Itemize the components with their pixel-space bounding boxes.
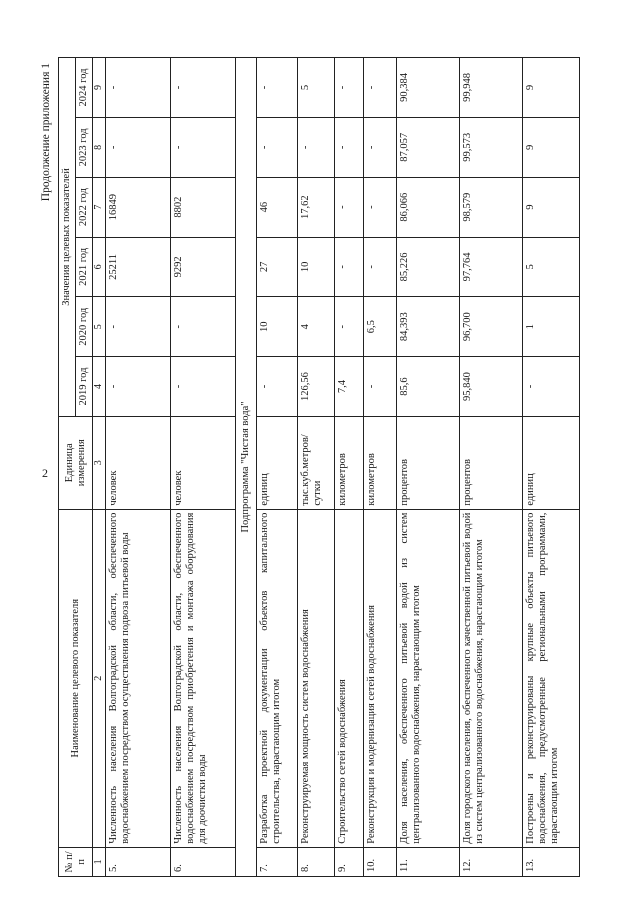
col-index: 1	[93, 847, 106, 876]
row-name: Реконструируемая мощность систем водоснабжения	[297, 509, 334, 847]
row-value: 86,066	[396, 177, 459, 237]
header-year: 2019 год	[76, 357, 93, 417]
row-num: 8.	[297, 847, 334, 876]
row-value: -	[256, 58, 297, 118]
table-row	[297, 58, 334, 877]
col-index: 4	[93, 357, 106, 417]
col-index: 9	[93, 58, 106, 118]
row-unit: единиц	[522, 416, 579, 509]
row-value: 9	[522, 177, 579, 237]
row-name: Разработка проектной документации объектов капитального строительства, нарастающим итогом	[256, 509, 297, 847]
col-index: 6	[93, 237, 106, 297]
row-value: -	[170, 117, 235, 177]
row-value: 85,226	[396, 237, 459, 297]
row-value: 5	[522, 237, 579, 297]
row-value: -	[334, 297, 363, 357]
row-value: 7,4	[334, 357, 363, 417]
row-value: 96,700	[459, 297, 522, 357]
row-value: 9	[522, 117, 579, 177]
row-value: 46	[256, 177, 297, 237]
row-value: -	[363, 237, 396, 297]
continuation-note: Продолжение приложения 1	[40, 63, 52, 202]
subprogram-title: Подпрограмма "Чистая вода"	[235, 58, 256, 877]
row-unit: процентов	[459, 416, 522, 509]
row-unit: километров	[363, 416, 396, 509]
row-name: Реконструкция и модернизация сетей водоснабжения	[363, 509, 396, 847]
row-unit: процентов	[396, 416, 459, 509]
table-row	[363, 58, 396, 877]
row-value: 90,384	[396, 58, 459, 118]
header-year: 2020 год	[76, 297, 93, 357]
table-row	[522, 58, 579, 877]
row-value: -	[105, 297, 170, 357]
row-value: 27	[256, 237, 297, 297]
row-value: -	[334, 117, 363, 177]
row-value: 98,579	[459, 177, 522, 237]
row-value: -	[334, 58, 363, 118]
indicators-table	[58, 57, 580, 877]
row-value: 95,840	[459, 357, 522, 417]
col-index: 2	[93, 509, 106, 847]
row-value: 99,573	[459, 117, 522, 177]
row-value: 25211	[105, 237, 170, 297]
col-index: 3	[93, 416, 106, 509]
row-value: -	[363, 357, 396, 417]
row-value: -	[363, 58, 396, 118]
header-num: № п/п	[59, 847, 93, 876]
row-num: 6.	[170, 847, 235, 876]
row-value: 16849	[105, 177, 170, 237]
row-value: -	[363, 117, 396, 177]
row-name: Доля населения, обеспеченного питьевой водой из систем централизованного водоснабжения, нарастающим итогом	[396, 509, 459, 847]
row-num: 5.	[105, 847, 170, 876]
row-value: -	[256, 117, 297, 177]
row-value: -	[105, 357, 170, 417]
row-value: -	[170, 58, 235, 118]
row-name: Доля городского населения, обеспеченного качественной питьевой водой из систем централизованного водоснабжения, нарастающим итогом	[459, 509, 522, 847]
row-value: 9	[522, 58, 579, 118]
row-value: 10	[256, 297, 297, 357]
row-value: 87,057	[396, 117, 459, 177]
header-values: Значения целевых показателей	[59, 58, 76, 417]
subprogram-row	[235, 58, 256, 877]
header-unit: Единица измерения	[59, 416, 93, 509]
row-unit: тыс.куб.метров/сутки	[297, 416, 334, 509]
row-value: -	[522, 357, 579, 417]
row-value: 6,5	[363, 297, 396, 357]
column-index-row	[93, 58, 106, 877]
row-num: 12.	[459, 847, 522, 876]
row-value: 97,764	[459, 237, 522, 297]
row-value: 8802	[170, 177, 235, 237]
header-year: 2021 год	[76, 237, 93, 297]
table-row	[170, 58, 235, 877]
row-value: 1	[522, 297, 579, 357]
row-value: -	[256, 357, 297, 417]
header-row	[59, 58, 76, 877]
row-unit: километров	[334, 416, 363, 509]
table-row	[459, 58, 522, 877]
row-num: 9.	[334, 847, 363, 876]
row-num: 10.	[363, 847, 396, 876]
row-value: 4	[297, 297, 334, 357]
row-value: 84,393	[396, 297, 459, 357]
table-row	[105, 58, 170, 877]
col-index: 5	[93, 297, 106, 357]
row-name: Численность населения Волгоградской области, обеспеченного водоснабжением посредством осуществления подвоза питьевой воды	[105, 509, 170, 847]
row-value: -	[334, 237, 363, 297]
row-name: Численность населения Волгоградской области, обеспеченного водоснабжением посредством приобретения и монтажа оборудования для доочистки воды	[170, 509, 235, 847]
row-value: 9292	[170, 237, 235, 297]
col-index: 8	[93, 117, 106, 177]
row-name: Строительство сетей водоснабжения	[334, 509, 363, 847]
header-year: 2024 год	[76, 58, 93, 118]
header-year: 2022 год	[76, 177, 93, 237]
row-value: -	[170, 297, 235, 357]
col-index: 7	[93, 177, 106, 237]
row-name: Построены и реконструированы крупные объекты питьевого водоснабжения, предусмотренные региональными программами, нарастающим итогом	[522, 509, 579, 847]
row-value: -	[170, 357, 235, 417]
table-row	[396, 58, 459, 877]
row-value: -	[297, 117, 334, 177]
row-unit: человек	[170, 416, 235, 509]
row-unit: единиц	[256, 416, 297, 509]
row-value: 17,62	[297, 177, 334, 237]
row-value: 99,948	[459, 58, 522, 118]
header-year: 2023 год	[76, 117, 93, 177]
row-value: -	[105, 58, 170, 118]
row-num: 7.	[256, 847, 297, 876]
row-num: 11.	[396, 847, 459, 876]
row-value: 10	[297, 237, 334, 297]
row-value: -	[363, 177, 396, 237]
row-unit: человек	[105, 416, 170, 509]
row-value: 85,6	[396, 357, 459, 417]
rotated-page-content	[40, 35, 638, 877]
row-value: -	[334, 177, 363, 237]
table-row	[334, 58, 363, 877]
page-number: 2	[42, 466, 48, 480]
row-value: -	[105, 117, 170, 177]
table-row	[256, 58, 297, 877]
row-value: 5	[297, 58, 334, 118]
row-value: 126,56	[297, 357, 334, 417]
row-num: 13.	[522, 847, 579, 876]
header-name: Наименование целевого показателя	[59, 509, 93, 847]
